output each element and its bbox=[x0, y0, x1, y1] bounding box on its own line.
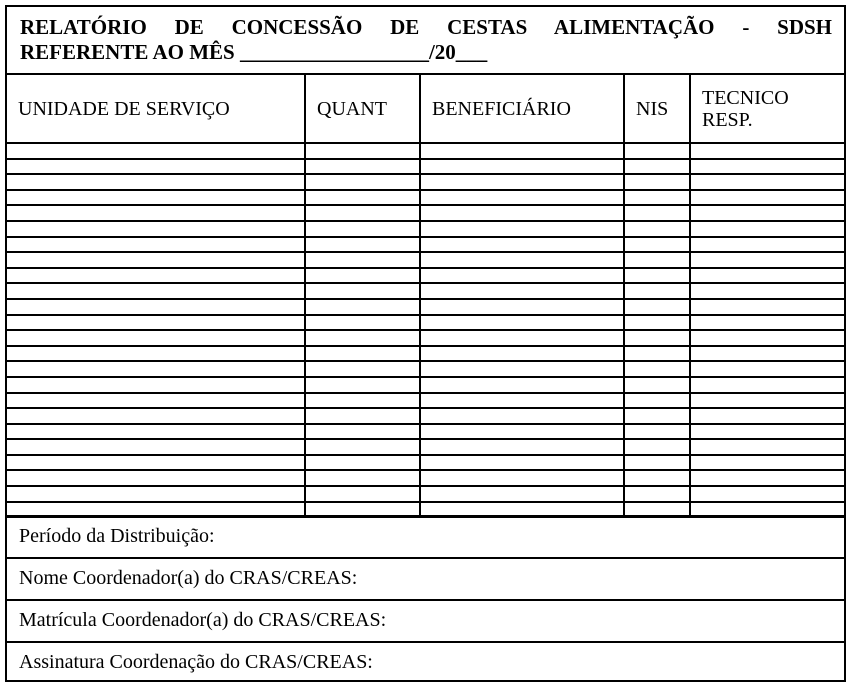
cell-quant[interactable] bbox=[305, 486, 420, 502]
table-row bbox=[7, 455, 844, 471]
title-line-1: RELATÓRIO DE CONCESSÃO DE CESTAS ALIMENTAÇÃO - SDSH bbox=[20, 15, 832, 39]
cell-beneficiario[interactable] bbox=[420, 424, 624, 440]
table-row bbox=[7, 424, 844, 440]
header-quant: QUANT bbox=[305, 75, 420, 143]
cell-tecnico[interactable] bbox=[690, 346, 844, 362]
table-row bbox=[7, 393, 844, 409]
cell-nis[interactable] bbox=[624, 221, 690, 237]
cell-unidade[interactable] bbox=[7, 221, 305, 237]
cell-nis[interactable] bbox=[624, 470, 690, 486]
cell-tecnico[interactable] bbox=[690, 205, 844, 221]
cell-nis[interactable] bbox=[624, 237, 690, 253]
table-row bbox=[7, 439, 844, 455]
cell-tecnico[interactable] bbox=[690, 486, 844, 502]
cell-nis[interactable] bbox=[624, 159, 690, 175]
cell-quant[interactable] bbox=[305, 159, 420, 175]
cell-unidade[interactable] bbox=[7, 174, 305, 190]
cell-quant[interactable] bbox=[305, 143, 420, 159]
table-body bbox=[7, 143, 844, 517]
cell-tecnico[interactable] bbox=[690, 470, 844, 486]
table-row bbox=[7, 330, 844, 346]
cell-quant[interactable] bbox=[305, 268, 420, 284]
cell-quant[interactable] bbox=[305, 439, 420, 455]
table-row bbox=[7, 486, 844, 502]
table-row bbox=[7, 205, 844, 221]
cell-nis[interactable] bbox=[624, 299, 690, 315]
cell-beneficiario[interactable] bbox=[420, 330, 624, 346]
cell-beneficiario[interactable] bbox=[420, 393, 624, 409]
cell-beneficiario[interactable] bbox=[420, 439, 624, 455]
title-line-2: REFERENTE AO MÊS __________________/20___ bbox=[20, 40, 488, 64]
cell-unidade[interactable] bbox=[7, 393, 305, 409]
cell-unidade[interactable] bbox=[7, 408, 305, 424]
cell-beneficiario[interactable] bbox=[420, 299, 624, 315]
cell-unidade[interactable] bbox=[7, 283, 305, 299]
cell-nis[interactable] bbox=[624, 315, 690, 331]
table-row bbox=[7, 174, 844, 190]
cell-beneficiario[interactable] bbox=[420, 205, 624, 221]
cell-unidade[interactable] bbox=[7, 486, 305, 502]
cell-tecnico[interactable] bbox=[690, 268, 844, 284]
cell-unidade[interactable] bbox=[7, 361, 305, 377]
cell-nis[interactable] bbox=[624, 424, 690, 440]
cell-tecnico[interactable] bbox=[690, 190, 844, 206]
table-row bbox=[7, 408, 844, 424]
cell-beneficiario[interactable] bbox=[420, 268, 624, 284]
cell-unidade[interactable] bbox=[7, 439, 305, 455]
table-row bbox=[7, 237, 844, 253]
cell-beneficiario[interactable] bbox=[420, 408, 624, 424]
cell-tecnico[interactable] bbox=[690, 455, 844, 471]
cell-tecnico[interactable] bbox=[690, 439, 844, 455]
cell-nis[interactable] bbox=[624, 455, 690, 471]
nome-coordenador-field[interactable]: Nome Coordenador(a) do CRAS/CREAS: bbox=[7, 557, 844, 599]
cell-unidade[interactable] bbox=[7, 424, 305, 440]
cell-tecnico[interactable] bbox=[690, 377, 844, 393]
cell-beneficiario[interactable] bbox=[420, 470, 624, 486]
cell-beneficiario[interactable] bbox=[420, 143, 624, 159]
cell-beneficiario[interactable] bbox=[420, 455, 624, 471]
cell-unidade[interactable] bbox=[7, 377, 305, 393]
cell-tecnico[interactable] bbox=[690, 361, 844, 377]
cell-nis[interactable] bbox=[624, 174, 690, 190]
cell-tecnico[interactable] bbox=[690, 159, 844, 175]
periodo-field[interactable]: Período da Distribuição: bbox=[7, 515, 844, 557]
table-row bbox=[7, 361, 844, 377]
cell-unidade[interactable] bbox=[7, 159, 305, 175]
matricula-coordenador-field[interactable]: Matrícula Coordenador(a) do CRAS/CREAS: bbox=[7, 599, 844, 641]
cell-quant[interactable] bbox=[305, 221, 420, 237]
table-header-row bbox=[7, 75, 844, 143]
cell-beneficiario[interactable] bbox=[420, 315, 624, 331]
cell-tecnico[interactable] bbox=[690, 283, 844, 299]
header-beneficiario: BENEFICIÁRIO bbox=[420, 75, 624, 143]
table-row bbox=[7, 143, 844, 159]
cell-nis[interactable] bbox=[624, 393, 690, 409]
cell-beneficiario[interactable] bbox=[420, 361, 624, 377]
cell-beneficiario[interactable] bbox=[420, 252, 624, 268]
cell-quant[interactable] bbox=[305, 190, 420, 206]
cell-tecnico[interactable] bbox=[690, 393, 844, 409]
table-row bbox=[7, 221, 844, 237]
cell-nis[interactable] bbox=[624, 268, 690, 284]
cell-quant[interactable] bbox=[305, 424, 420, 440]
cell-unidade[interactable] bbox=[7, 470, 305, 486]
table-row bbox=[7, 159, 844, 175]
table-row bbox=[7, 470, 844, 486]
cell-unidade[interactable] bbox=[7, 299, 305, 315]
cell-nis[interactable] bbox=[624, 439, 690, 455]
cell-beneficiario[interactable] bbox=[420, 237, 624, 253]
cell-tecnico[interactable] bbox=[690, 143, 844, 159]
cell-beneficiario[interactable] bbox=[420, 377, 624, 393]
cell-quant[interactable] bbox=[305, 283, 420, 299]
cell-unidade[interactable] bbox=[7, 237, 305, 253]
header-tecnico: TECNICO RESP. bbox=[690, 75, 844, 143]
cell-tecnico[interactable] bbox=[690, 330, 844, 346]
cell-nis[interactable] bbox=[624, 252, 690, 268]
cell-beneficiario[interactable] bbox=[420, 190, 624, 206]
cell-beneficiario[interactable] bbox=[420, 486, 624, 502]
cell-nis[interactable] bbox=[624, 486, 690, 502]
header-unidade: UNIDADE DE SERVIÇO bbox=[7, 75, 305, 143]
cell-unidade[interactable] bbox=[7, 455, 305, 471]
report-title bbox=[7, 7, 844, 75]
cell-unidade[interactable] bbox=[7, 143, 305, 159]
cell-beneficiario[interactable] bbox=[420, 346, 624, 362]
cell-unidade[interactable] bbox=[7, 330, 305, 346]
cell-quant[interactable] bbox=[305, 299, 420, 315]
cell-unidade[interactable] bbox=[7, 268, 305, 284]
cell-nis[interactable] bbox=[624, 361, 690, 377]
cell-quant[interactable] bbox=[305, 393, 420, 409]
cell-nis[interactable] bbox=[624, 330, 690, 346]
cell-quant[interactable] bbox=[305, 330, 420, 346]
table-row bbox=[7, 377, 844, 393]
cell-unidade[interactable] bbox=[7, 346, 305, 362]
cell-unidade[interactable] bbox=[7, 315, 305, 331]
cell-quant[interactable] bbox=[305, 237, 420, 253]
cell-unidade[interactable] bbox=[7, 252, 305, 268]
header-nis: NIS bbox=[624, 75, 690, 143]
assinatura-field[interactable]: Assinatura Coordenação do CRAS/CREAS: bbox=[7, 641, 844, 682]
table-row bbox=[7, 252, 844, 268]
cell-tecnico[interactable] bbox=[690, 424, 844, 440]
cell-beneficiario[interactable] bbox=[420, 159, 624, 175]
cell-nis[interactable] bbox=[624, 283, 690, 299]
cell-tecnico[interactable] bbox=[690, 408, 844, 424]
cell-nis[interactable] bbox=[624, 190, 690, 206]
cell-nis[interactable] bbox=[624, 377, 690, 393]
cell-tecnico[interactable] bbox=[690, 315, 844, 331]
cell-nis[interactable] bbox=[624, 205, 690, 221]
table-row bbox=[7, 190, 844, 206]
cell-quant[interactable] bbox=[305, 361, 420, 377]
cell-quant[interactable] bbox=[305, 408, 420, 424]
cell-tecnico[interactable] bbox=[690, 174, 844, 190]
cell-unidade[interactable] bbox=[7, 190, 305, 206]
cell-tecnico[interactable] bbox=[690, 237, 844, 253]
table-row bbox=[7, 268, 844, 284]
cell-quant[interactable] bbox=[305, 377, 420, 393]
cell-quant[interactable] bbox=[305, 455, 420, 471]
cell-beneficiario[interactable] bbox=[420, 174, 624, 190]
cell-quant[interactable] bbox=[305, 315, 420, 331]
cell-beneficiario[interactable] bbox=[420, 221, 624, 237]
cell-tecnico[interactable] bbox=[690, 299, 844, 315]
cell-nis[interactable] bbox=[624, 346, 690, 362]
cell-nis[interactable] bbox=[624, 143, 690, 159]
report-form bbox=[5, 5, 846, 682]
cell-tecnico[interactable] bbox=[690, 221, 844, 237]
cell-quant[interactable] bbox=[305, 346, 420, 362]
table-row bbox=[7, 283, 844, 299]
table-row bbox=[7, 315, 844, 331]
cell-quant[interactable] bbox=[305, 205, 420, 221]
cell-beneficiario[interactable] bbox=[420, 283, 624, 299]
distribution-table bbox=[7, 75, 844, 518]
table-row bbox=[7, 346, 844, 362]
table-row bbox=[7, 299, 844, 315]
cell-quant[interactable] bbox=[305, 174, 420, 190]
cell-quant[interactable] bbox=[305, 252, 420, 268]
cell-nis[interactable] bbox=[624, 408, 690, 424]
cell-quant[interactable] bbox=[305, 470, 420, 486]
cell-unidade[interactable] bbox=[7, 205, 305, 221]
cell-tecnico[interactable] bbox=[690, 252, 844, 268]
